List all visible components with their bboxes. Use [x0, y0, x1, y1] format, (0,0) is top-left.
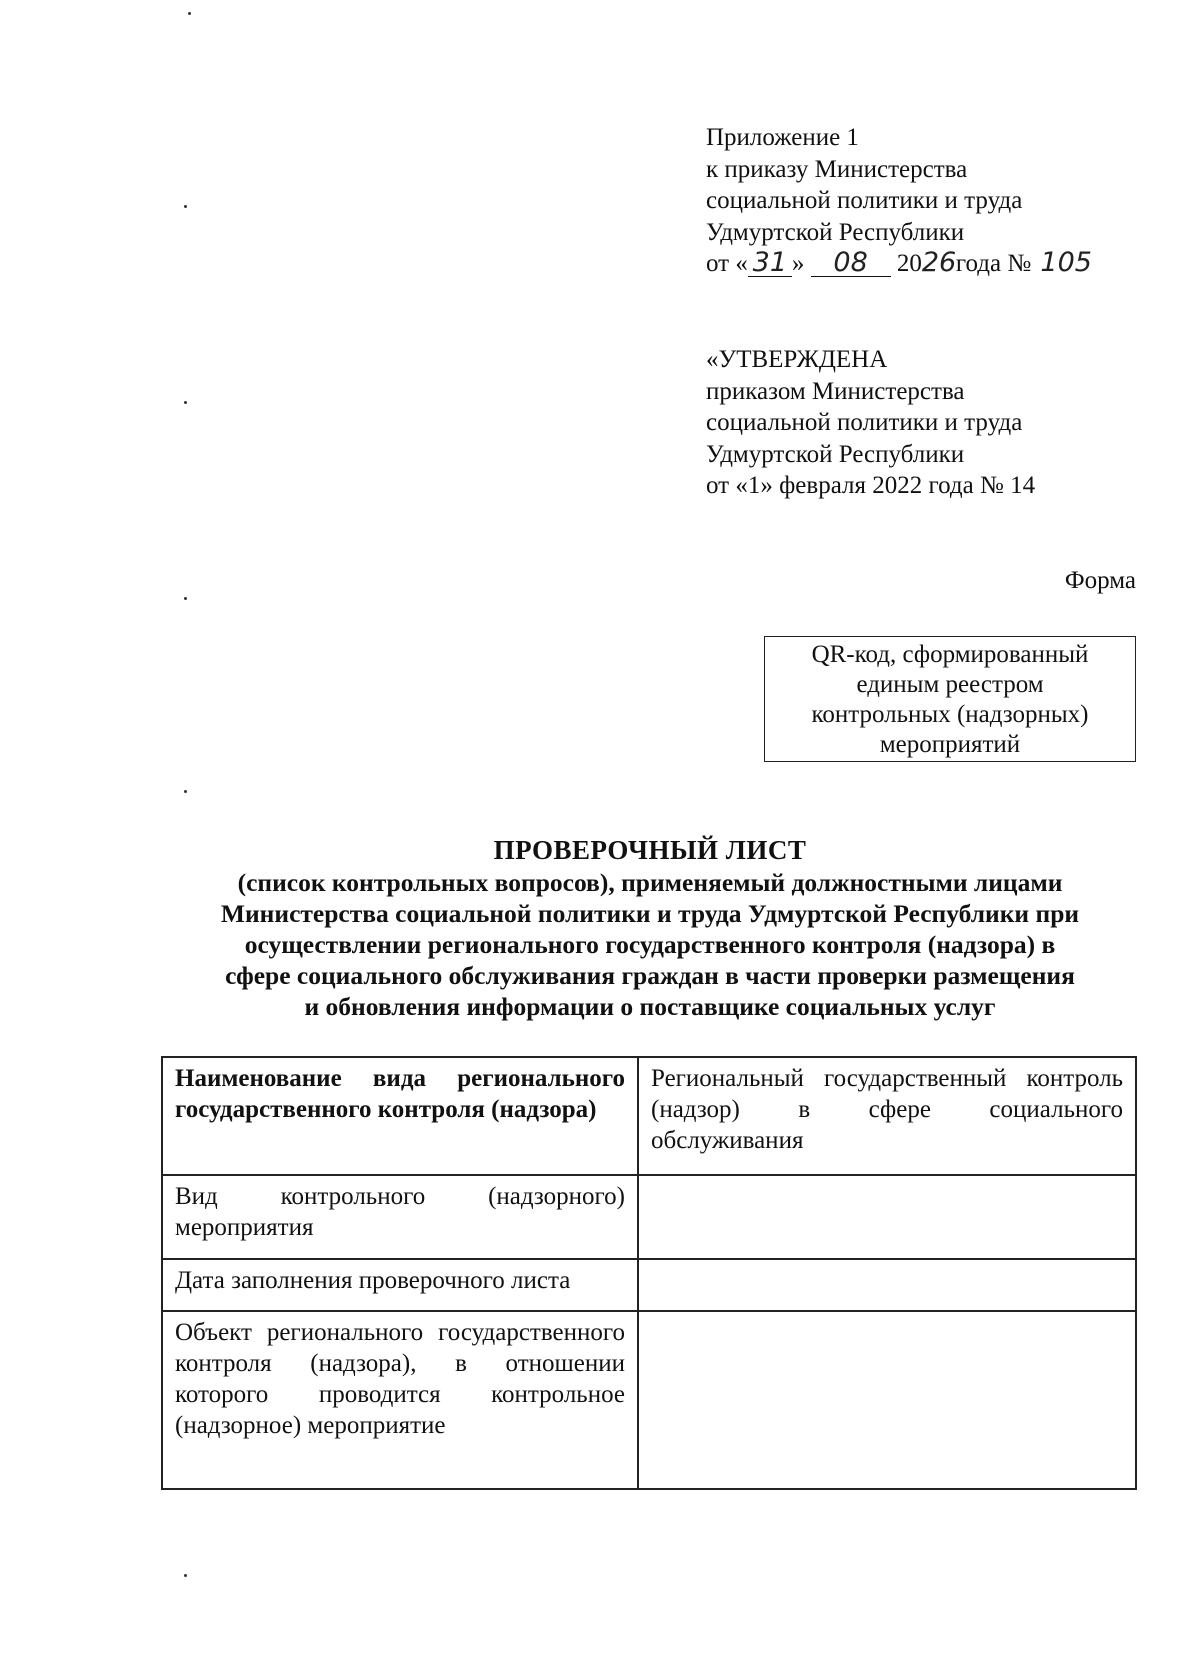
handwritten-order-number: 105: [1040, 247, 1092, 278]
handwritten-month: 08: [811, 250, 891, 277]
approval-line: Удмуртской Республики: [706, 440, 965, 468]
table-cell-label: Вид контрольного (надзорного) мероприятия: [162, 1175, 638, 1259]
appendix-date-line: [706, 248, 1101, 280]
approval-line: социальной политики и труда: [706, 409, 1023, 436]
handwritten-day: 31: [748, 250, 792, 277]
date-prefix: от «: [706, 250, 748, 277]
table-row: [162, 1259, 1136, 1311]
checklist-info-table: [161, 1056, 1137, 1490]
appendix-line: Удмуртской Республики: [706, 218, 965, 246]
table-cell-value[interactable]: [638, 1311, 1136, 1489]
subtitle-line: (список контрольных вопросов), применяемый должностными лицами: [237, 868, 1063, 897]
scan-speck: [184, 597, 187, 600]
approval-line: приказом Министерства: [706, 377, 965, 405]
scan-speck: [184, 401, 187, 404]
scan-speck: [184, 1574, 187, 1577]
table-cell-label: Объект регионального государственного контроля (надзора), в отношении которого проводится контрольное (надзорное) мероприятие: [162, 1311, 638, 1489]
handwritten-year: 26: [921, 247, 957, 278]
table-row: [162, 1175, 1136, 1259]
table-cell-label: Дата заполнения проверочного листа: [162, 1259, 638, 1311]
subtitle-line: и обновления информации о поставщике социальных услуг: [304, 992, 996, 1021]
year-word: года №: [955, 250, 1032, 277]
scan-speck: [184, 790, 187, 793]
date-mid: »: [791, 250, 805, 277]
qr-box-line: QR-код, сформированный: [811, 641, 1089, 668]
qr-box-line: мероприятий: [879, 731, 1021, 758]
document-subtitle: [150, 867, 1150, 1022]
form-label: Форма: [1064, 567, 1136, 594]
document-title-block: [150, 834, 1150, 1022]
document-title: ПРОВЕРОЧНЫЙ ЛИСТ: [493, 835, 807, 865]
appendix-line: Приложение 1: [706, 124, 859, 151]
table-row: [162, 1057, 1136, 1175]
approval-line: «УТВЕРЖДЕНА: [706, 346, 888, 373]
qr-box-line: единым реестром: [856, 671, 1044, 698]
appendix-line: к приказу Министерства: [706, 155, 968, 183]
qr-code-placeholder-box: [764, 636, 1136, 762]
appendix-line: социальной политики и труда: [706, 187, 1023, 214]
table-row: [162, 1311, 1136, 1489]
subtitle-line: сфере социального обслуживания граждан в части проверки размещения: [225, 961, 1075, 990]
approval-line: от «1» февраля 2022 года № 14: [706, 472, 1036, 499]
approval-block: [706, 344, 1035, 502]
table-cell-value[interactable]: [638, 1175, 1136, 1259]
table-cell-value[interactable]: [638, 1259, 1136, 1311]
table-cell-value: Региональный государственный контроль (надзор) в сфере социального обслуживания: [638, 1057, 1136, 1175]
subtitle-line: осуществлении регионального государственного контроля (надзора) в: [244, 930, 1056, 959]
appendix-block: [706, 122, 1101, 280]
table-cell-label: Наименование вида регионального государственного контроля (надзора): [162, 1057, 638, 1175]
scan-speck: [184, 205, 187, 208]
subtitle-line: Министерства социальной политики и труда Удмуртской Республики при: [220, 899, 1080, 928]
year-prefix: 20: [896, 250, 922, 277]
scan-speck: [188, 12, 191, 15]
qr-box-line: контрольных (надзорных): [811, 701, 1089, 728]
